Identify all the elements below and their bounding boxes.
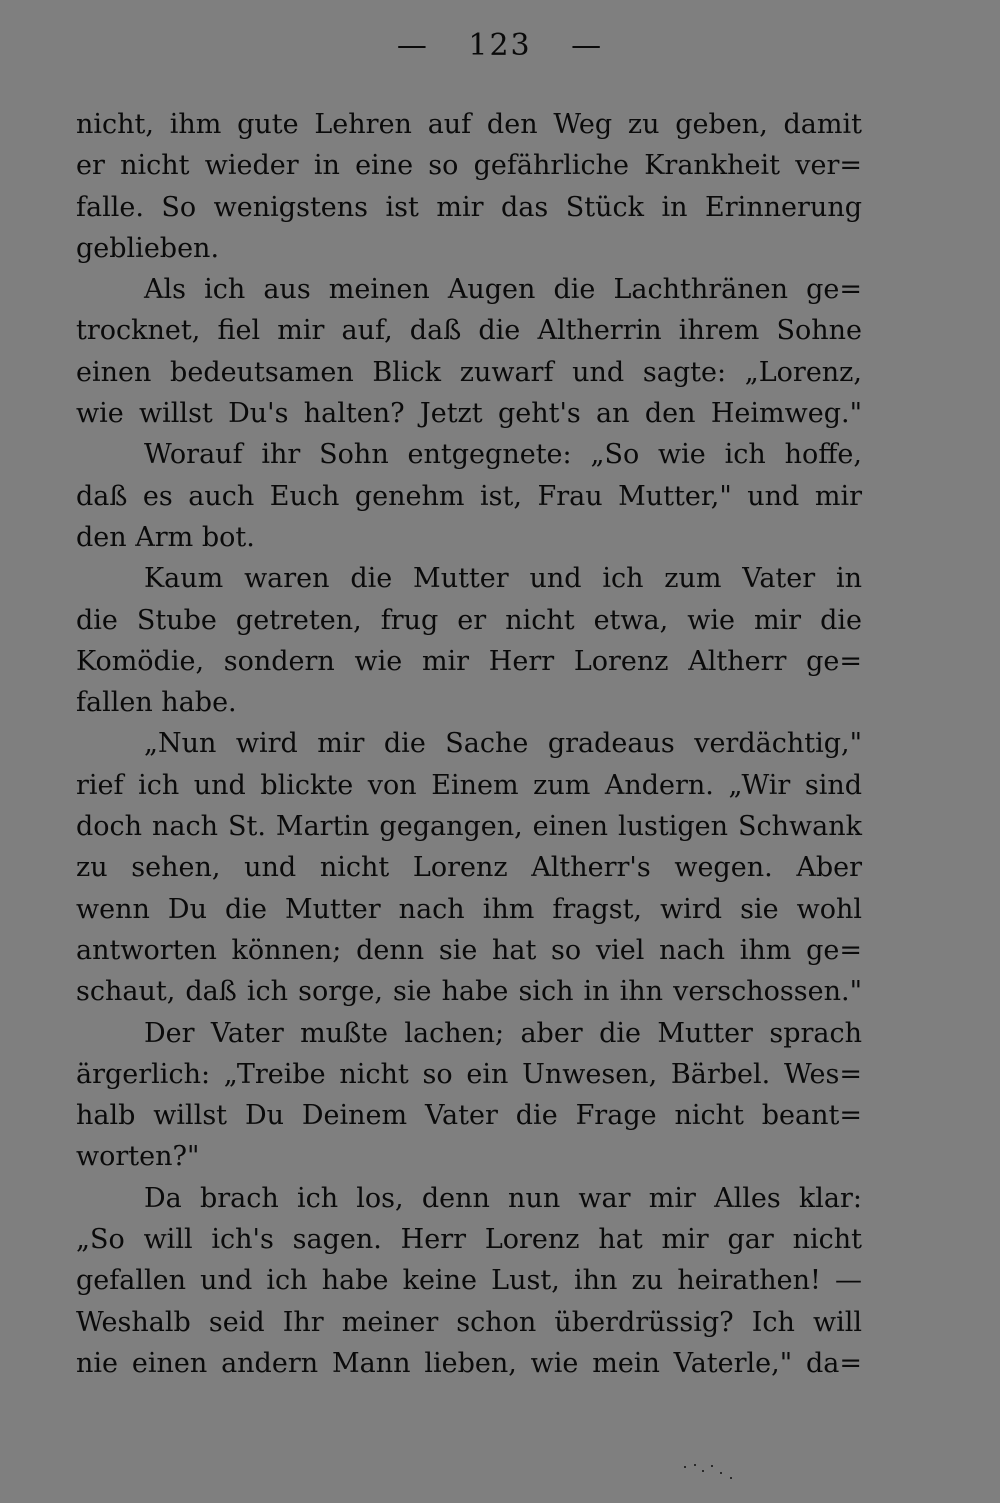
text-line: rief ich und blickte von Einem zum Andern. „Wir sind	[76, 769, 862, 801]
text-line: Komödie, sondern wie mir Herr Lorenz Altherr ge=	[76, 645, 862, 677]
text-line: den Arm bot.	[76, 521, 255, 553]
text-line: ärgerlich: „Treibe nicht so ein Unwesen, Bärbel. Wes=	[76, 1058, 862, 1090]
text-line: „Nun wird mir die Sache gradeaus verdächtig,"	[144, 728, 862, 760]
body-text	[76, 104, 862, 1384]
text-line: schaut, daß ich sorge, sie habe sich in ihn verschossen."	[76, 976, 862, 1008]
scan-speck	[702, 1470, 704, 1472]
text-line: antworten können; denn sie hat so viel nach ihm ge=	[76, 934, 862, 966]
text-line: worten?"	[76, 1141, 200, 1173]
scan-speck	[684, 1466, 686, 1468]
text-line: zu sehen, und nicht Lorenz Altherr's wegen. Aber	[76, 852, 862, 884]
text-line: „So will ich's sagen. Herr Lorenz hat mir gar nicht	[76, 1224, 862, 1256]
page-number: 123	[468, 28, 532, 63]
text-line: daß es auch Euch genehm ist, Frau Mutter," und mir	[76, 480, 862, 512]
scan-specks	[680, 1462, 740, 1482]
text-line: die Stube getreten, frug er nicht etwa, wie mir die	[76, 604, 862, 636]
scan-speck	[730, 1477, 732, 1479]
text-line: halb willst Du Deinem Vater die Frage nicht beant=	[76, 1100, 862, 1132]
header-left-dash: —	[396, 28, 429, 63]
text-line: nie einen andern Mann lieben, wie mein Vaterle," da=	[76, 1347, 862, 1379]
scan-speck	[694, 1464, 696, 1466]
text-line: trocknet, fiel mir auf, daß die Altherrin ihrem Sohne	[76, 315, 862, 347]
text-line: Der Vater mußte lachen; aber die Mutter sprach	[144, 1017, 862, 1049]
text-line: einen bedeutsamen Blick zuwarf und sagte: „Lorenz,	[76, 356, 862, 388]
text-line: er nicht wieder in eine so gefährliche Krankheit ver=	[76, 150, 862, 182]
text-line: doch nach St. Martin gegangen, einen lustigen Schwank	[76, 811, 862, 843]
text-line: geblieben.	[76, 232, 220, 264]
text-line: fallen habe.	[76, 687, 237, 719]
text-line: Weshalb seid Ihr meiner schon überdrüssig? Ich will	[76, 1306, 862, 1338]
header-right-dash: —	[571, 28, 604, 63]
text-line: Kaum waren die Mutter und ich zum Vater in	[144, 563, 862, 595]
page-header	[0, 28, 1000, 63]
text-line: Als ich aus meinen Augen die Lachthränen ge=	[144, 274, 862, 306]
text-line: wie willst Du's halten? Jetzt geht's an den Heimweg."	[76, 398, 862, 430]
scan-speck	[720, 1472, 722, 1474]
text-line: gefallen und ich habe keine Lust, ihn zu heirathen! —	[76, 1265, 862, 1297]
text-line: Worauf ihr Sohn entgegnete: „So wie ich hoffe,	[144, 439, 862, 471]
text-line: falle. So wenigstens ist mir das Stück in Erinnerung	[76, 191, 862, 223]
text-line: Da brach ich los, denn nun war mir Alles klar:	[144, 1182, 862, 1214]
text-line: nicht, ihm gute Lehren auf den Weg zu geben, damit	[76, 109, 862, 140]
text-line: wenn Du die Mutter nach ihm fragst, wird sie wohl	[76, 893, 862, 925]
scan-speck	[711, 1465, 713, 1467]
